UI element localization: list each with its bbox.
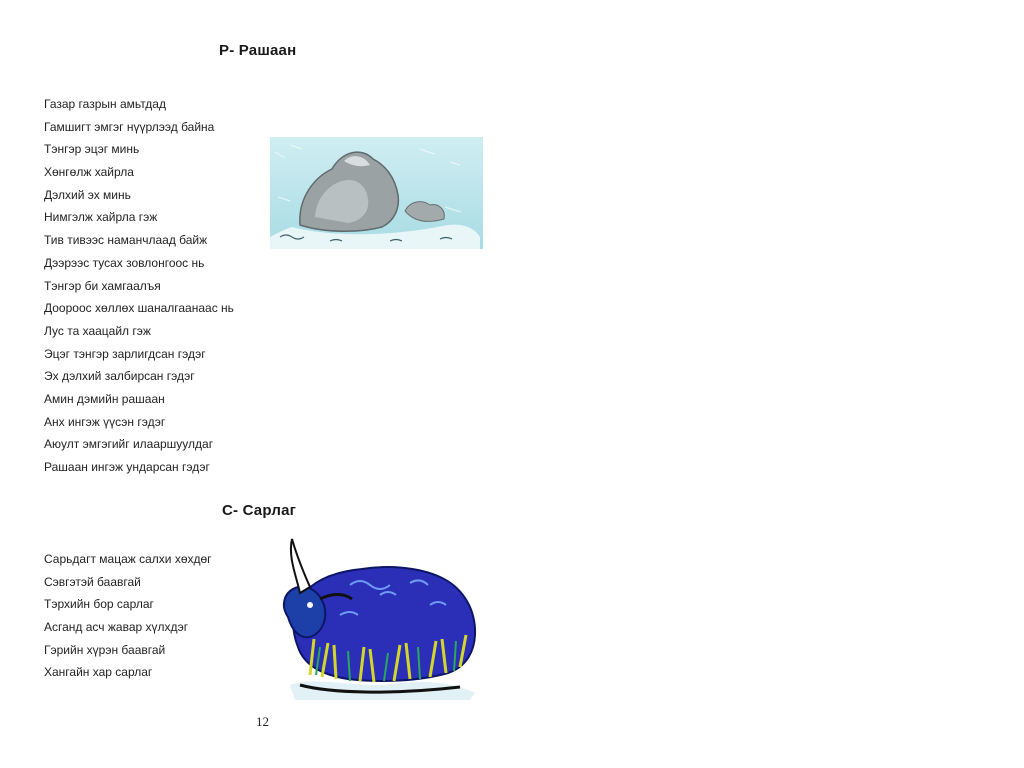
poem-line: Аюулт эмгэгийг илааршуулдаг — [44, 437, 214, 452]
poem-line: Тэнгэр эцэг минь — [44, 142, 140, 157]
page-number: 12 — [256, 714, 269, 729]
poem-line: Лус та хаацайл гэж — [44, 323, 151, 338]
poem-line: Гэрийн хүрэн баавгай — [44, 642, 166, 657]
section-heading-rashaan: Р- Рашаан — [219, 42, 297, 59]
poem-line: Газар газрын амьтдад — [44, 97, 166, 111]
poem-line: Асганд асч жавар хүлхдэг — [44, 620, 189, 635]
spring-rock-illustration — [270, 137, 483, 249]
poem-line: Рашаан ингэж ундарсан гэдэг — [44, 460, 210, 474]
poem-line: Сэвгэтэй баавгай — [44, 574, 141, 589]
poem-line: Тэнгэр би хамгаалъя — [44, 278, 161, 293]
poem-line: Тив тивээс наманчлаад байж — [44, 233, 208, 248]
poem-rashaan — [44, 93, 234, 479]
poem-line: Тэрхийн бор сарлаг — [44, 597, 154, 612]
poem-line: Дээрээс тусах зовлонгоос нь — [44, 255, 205, 270]
poem-line: Нимгэлж хайрла гэж — [44, 210, 158, 225]
poem-line: Гамшигт эмгэг нүүрлээд байна — [44, 119, 215, 134]
poem-line: Дэлхий эх минь — [44, 187, 131, 202]
poem-line: Амин дэмийн рашаан — [44, 391, 165, 406]
yak-illustration — [270, 535, 485, 700]
poem-line: Эх дэлхий залбирсан гэдэг — [44, 369, 195, 384]
poem-line: Хөнгөлж хайрла — [44, 165, 134, 180]
poem-sarlag — [44, 548, 212, 684]
poem-line: Доороос хөллөх шаналгаанаас нь — [44, 301, 234, 316]
poem-line: Анх ингэж үүсэн гэдэг — [44, 414, 166, 429]
section-heading-sarlag: С- Сарлаг — [222, 502, 297, 519]
poem-line: Хангайн хар сарлаг — [44, 665, 153, 680]
poem-line: Эцэг тэнгэр зарлигдсан гэдэг — [44, 346, 206, 361]
poem-line: Сарьдагт мацаж салхи хөхдөг — [44, 552, 212, 566]
